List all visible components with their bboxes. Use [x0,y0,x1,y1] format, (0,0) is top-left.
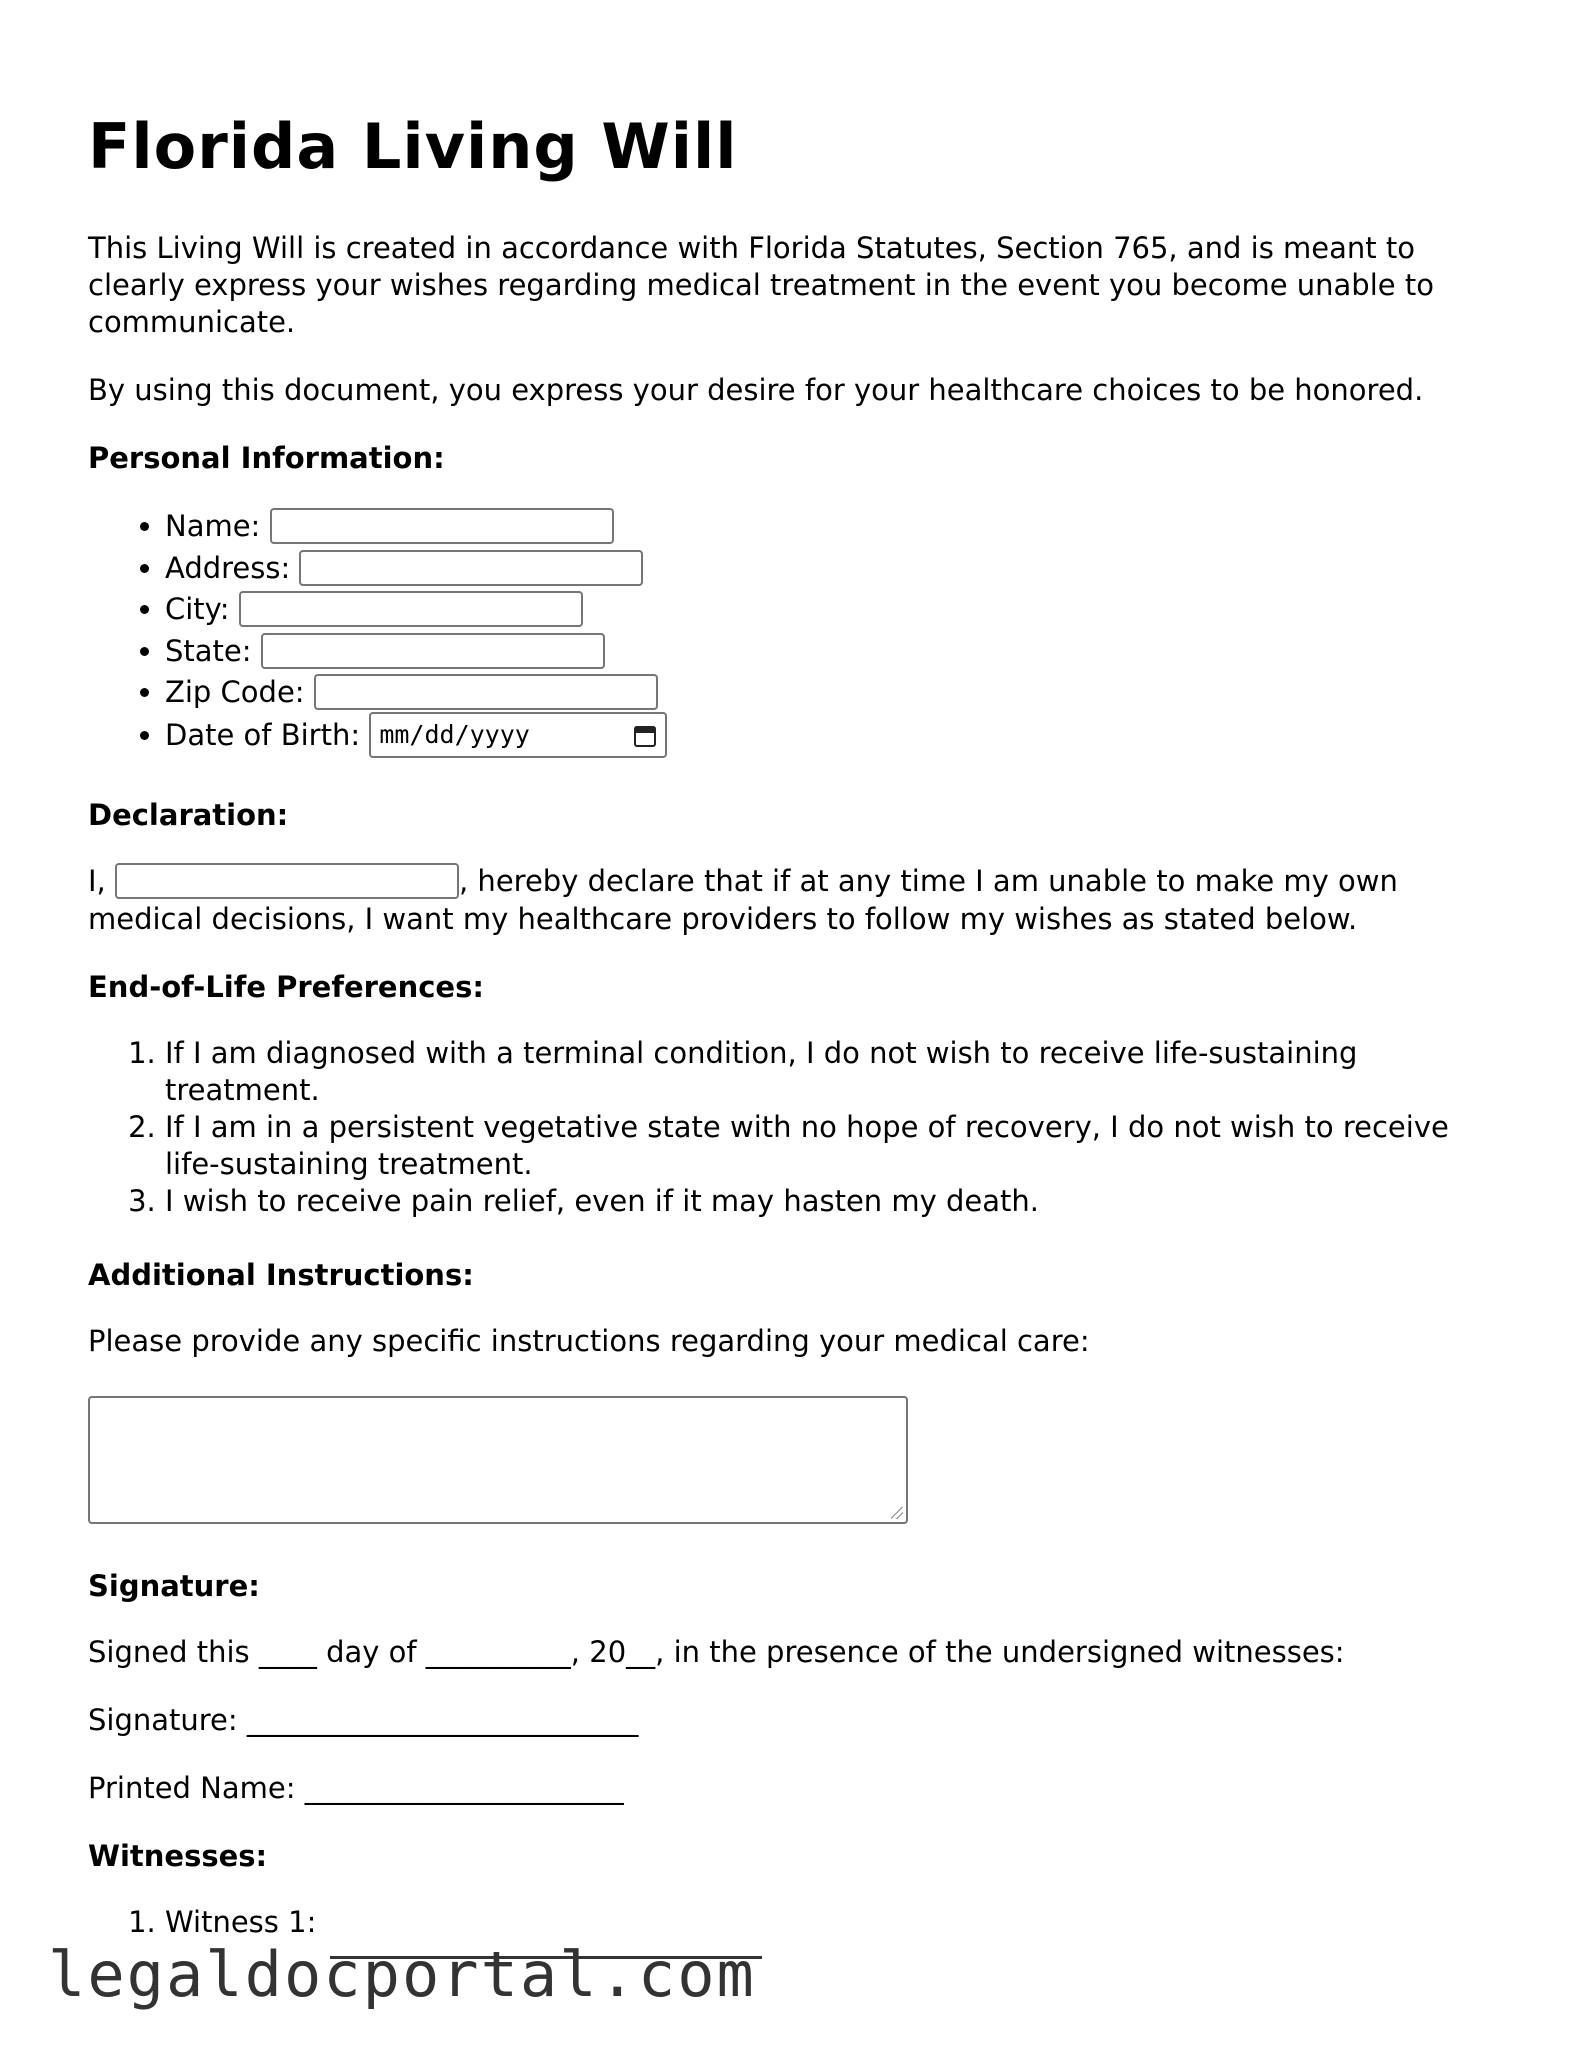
watermark: legaldocportal.com [48,1938,756,2011]
list-item [165,506,1508,548]
witnesses-list [88,1904,1508,1941]
witnesses-heading: Witnesses: [88,1838,268,1873]
document [88,110,1508,1978]
signed-line: Signed this ____ day of __________, 20__, in the presence of the undersigned witnesses: [88,1634,1345,1669]
city-label: City: [165,592,230,627]
intro-paragraph: This Living Will is created in accordance with Florida Statutes, Section 765, and is meant to clearly express your wishes regarding medical treatment in the event you become unable to communicate. [88,231,1434,340]
zip-code-input[interactable] [314,674,658,710]
additional-instructions-heading: Additional Instructions: [88,1257,474,1292]
name-input[interactable] [270,508,614,544]
instructions-textarea[interactable] [88,1396,908,1524]
state-label: State: [165,633,252,668]
declarant-name-input[interactable] [115,863,459,899]
resize-handle[interactable] [891,1507,903,1519]
list-item [165,672,1508,714]
list-item: 2. If I am in a persistent vegetative state with no hope of recovery, I do not wish to receive life-sustaining treatment. [165,1109,1508,1183]
list-item [165,714,1508,760]
declaration-prefix: I, [88,863,106,898]
intro-paragraph: By using this document, you express your desire for your healthcare choices to be honored. [88,373,1424,408]
date-of-birth-label: Date of Birth: [165,717,361,752]
preferences-list [88,1035,1508,1220]
page-title: Florida Living Will [88,110,738,183]
list-item: 1. If I am diagnosed with a terminal condition, I do not wish to receive life-sustaining treatment. [165,1035,1508,1109]
list-item: 3. I wish to receive pain relief, even if it may hasten my death. [165,1183,1508,1220]
declaration-paragraph [88,863,1508,938]
calendar-icon[interactable] [633,722,657,748]
list-item: 1. Witness 1: [165,1904,1508,1941]
name-label: Name: [165,509,261,544]
list-item [165,631,1508,673]
preferences-heading: End-of-Life Preferences: [88,969,484,1004]
date-placeholder: mm/dd/yyyy [379,720,530,750]
printed-name-line: Printed Name: ______________________ [88,1770,624,1805]
date-of-birth-input[interactable] [369,712,667,758]
personal-info-heading: Personal Information: [88,441,445,476]
signature-line: Signature: ___________________________ [88,1702,639,1737]
personal-info-list [88,506,1508,760]
declaration-text: , hereby declare that if at any time I am unable to make my own medical decisions, I want my healthcare providers to follow my wishes as stated below. [88,863,1398,936]
additional-instructions-prompt: Please provide any specific instructions regarding your medical care: [88,1323,1090,1358]
address-input[interactable] [299,550,643,586]
list-item [165,589,1508,631]
city-input[interactable] [239,591,583,627]
state-input[interactable] [261,633,605,669]
declaration-heading: Declaration: [88,797,289,832]
zip-code-label: Zip Code: [165,675,305,710]
address-label: Address: [165,550,291,585]
list-item [165,548,1508,590]
signature-heading: Signature: [88,1568,260,1603]
